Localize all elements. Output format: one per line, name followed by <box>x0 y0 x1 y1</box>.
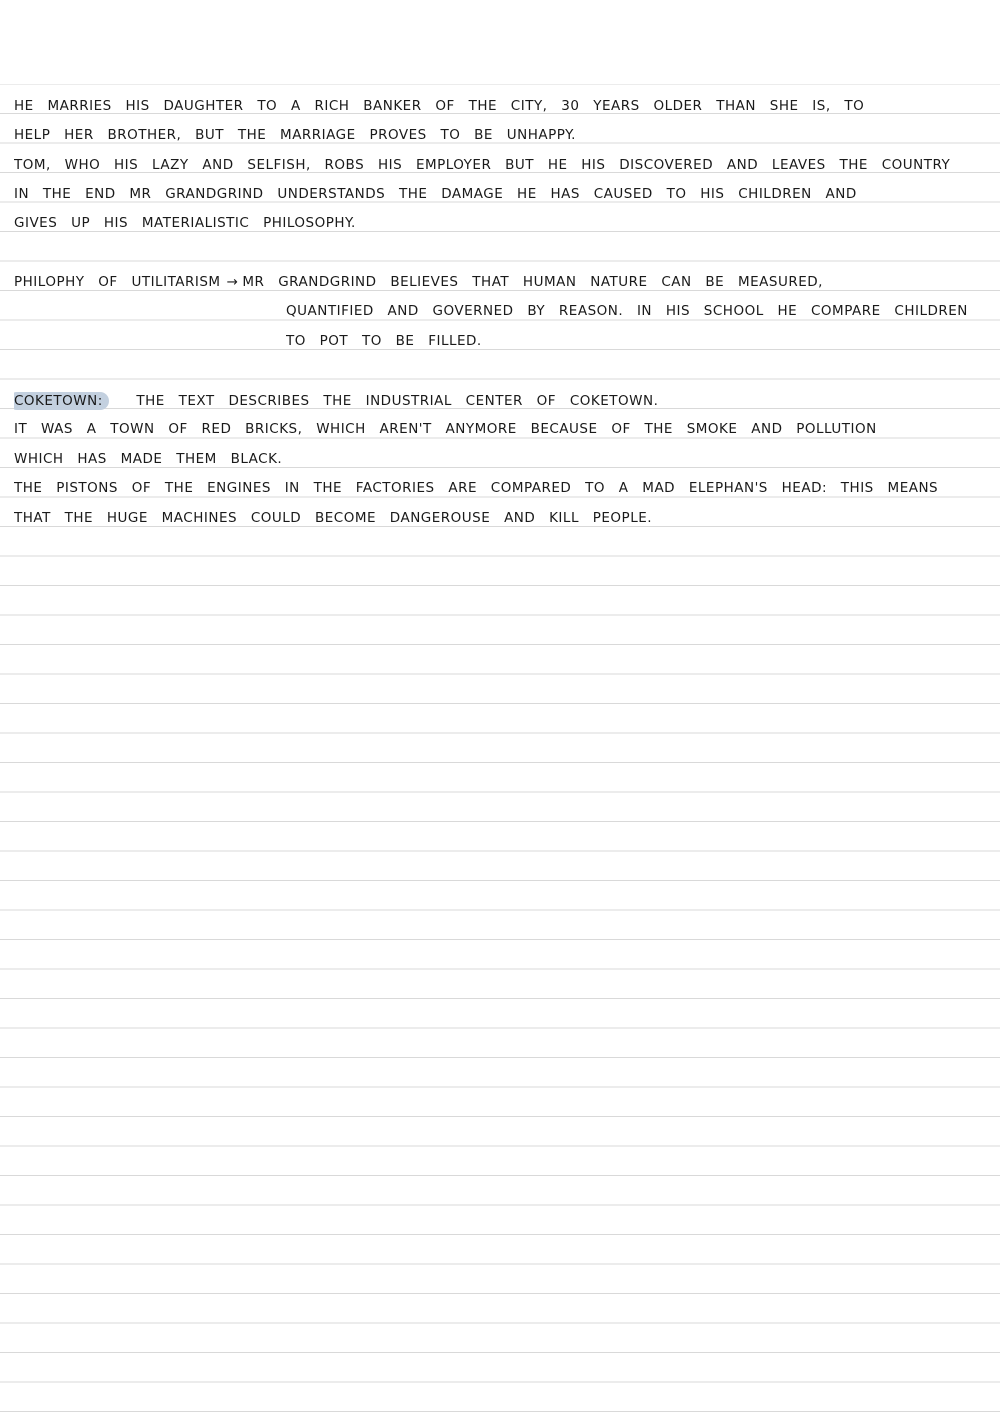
note-line <box>14 510 994 526</box>
note-text: IN THE END MR GRANDGRIND UNDERSTANDS THE DAMAGE HE HAS CAUSED TO HIS CHILDREN AND <box>14 186 857 202</box>
note-text: TOM, WHO HIS LAZY AND SELFISH, ROBS HIS EMPLOYER BUT HE HIS DISCOVERED AND LEAVES THE COUNTRY <box>14 157 951 173</box>
note-text: TO POT TO BE FILLED. <box>286 333 482 349</box>
note-text: HE MARRIES HIS DAUGHTER TO A RICH BANKER OF THE CITY, 30 YEARS OLDER THAN SHE IS, TO <box>14 98 865 114</box>
note-line <box>286 303 996 319</box>
note-line <box>14 127 994 143</box>
note-text: QUANTIFIED AND GOVERNED BY REASON. IN HIS SCHOOL HE COMPARE CHILDREN <box>286 303 968 319</box>
note-line <box>14 480 994 496</box>
note-text: IT WAS A TOWN OF RED BRICKS, WHICH AREN'T ANYMORE BECAUSE OF THE SMOKE AND POLLUTION <box>14 421 877 437</box>
section-heading-utilitarism: PHILOPHY OF UTILITARISM <box>14 274 221 290</box>
note-text: THE PISTONS OF THE ENGINES IN THE FACTORIES ARE COMPARED TO A MAD ELEPHAN'S HEAD: THIS MEANS <box>14 480 939 496</box>
note-text: MR GRANDGRIND BELIEVES THAT HUMAN NATURE CAN BE MEASURED, <box>242 274 823 290</box>
section-heading-coketown: COKETOWN: <box>14 392 109 410</box>
note-text: WHICH HAS MADE THEM BLACK. <box>14 451 283 467</box>
note-line <box>14 274 994 290</box>
note-text: THE TEXT DESCRIBES THE INDUSTRIAL CENTER OF COKETOWN. <box>136 393 659 409</box>
note-line <box>14 215 994 231</box>
note-line <box>14 157 994 173</box>
note-line <box>14 451 994 467</box>
note-text: HELP HER BROTHER, BUT THE MARRIAGE PROVES TO BE UNHAPPY. <box>14 127 576 143</box>
note-text: GIVES UP HIS MATERIALISTIC PHILOSOPHY. <box>14 215 356 231</box>
arrow-right-icon: → <box>226 274 239 290</box>
note-text: THAT THE HUGE MACHINES COULD BECOME DANGEROUSE AND KILL PEOPLE. <box>14 510 653 526</box>
note-line <box>14 392 994 410</box>
note-line <box>14 98 994 114</box>
note-line <box>286 333 996 349</box>
note-line <box>14 421 994 437</box>
page-top-margin <box>0 0 1000 84</box>
note-line <box>14 186 994 202</box>
